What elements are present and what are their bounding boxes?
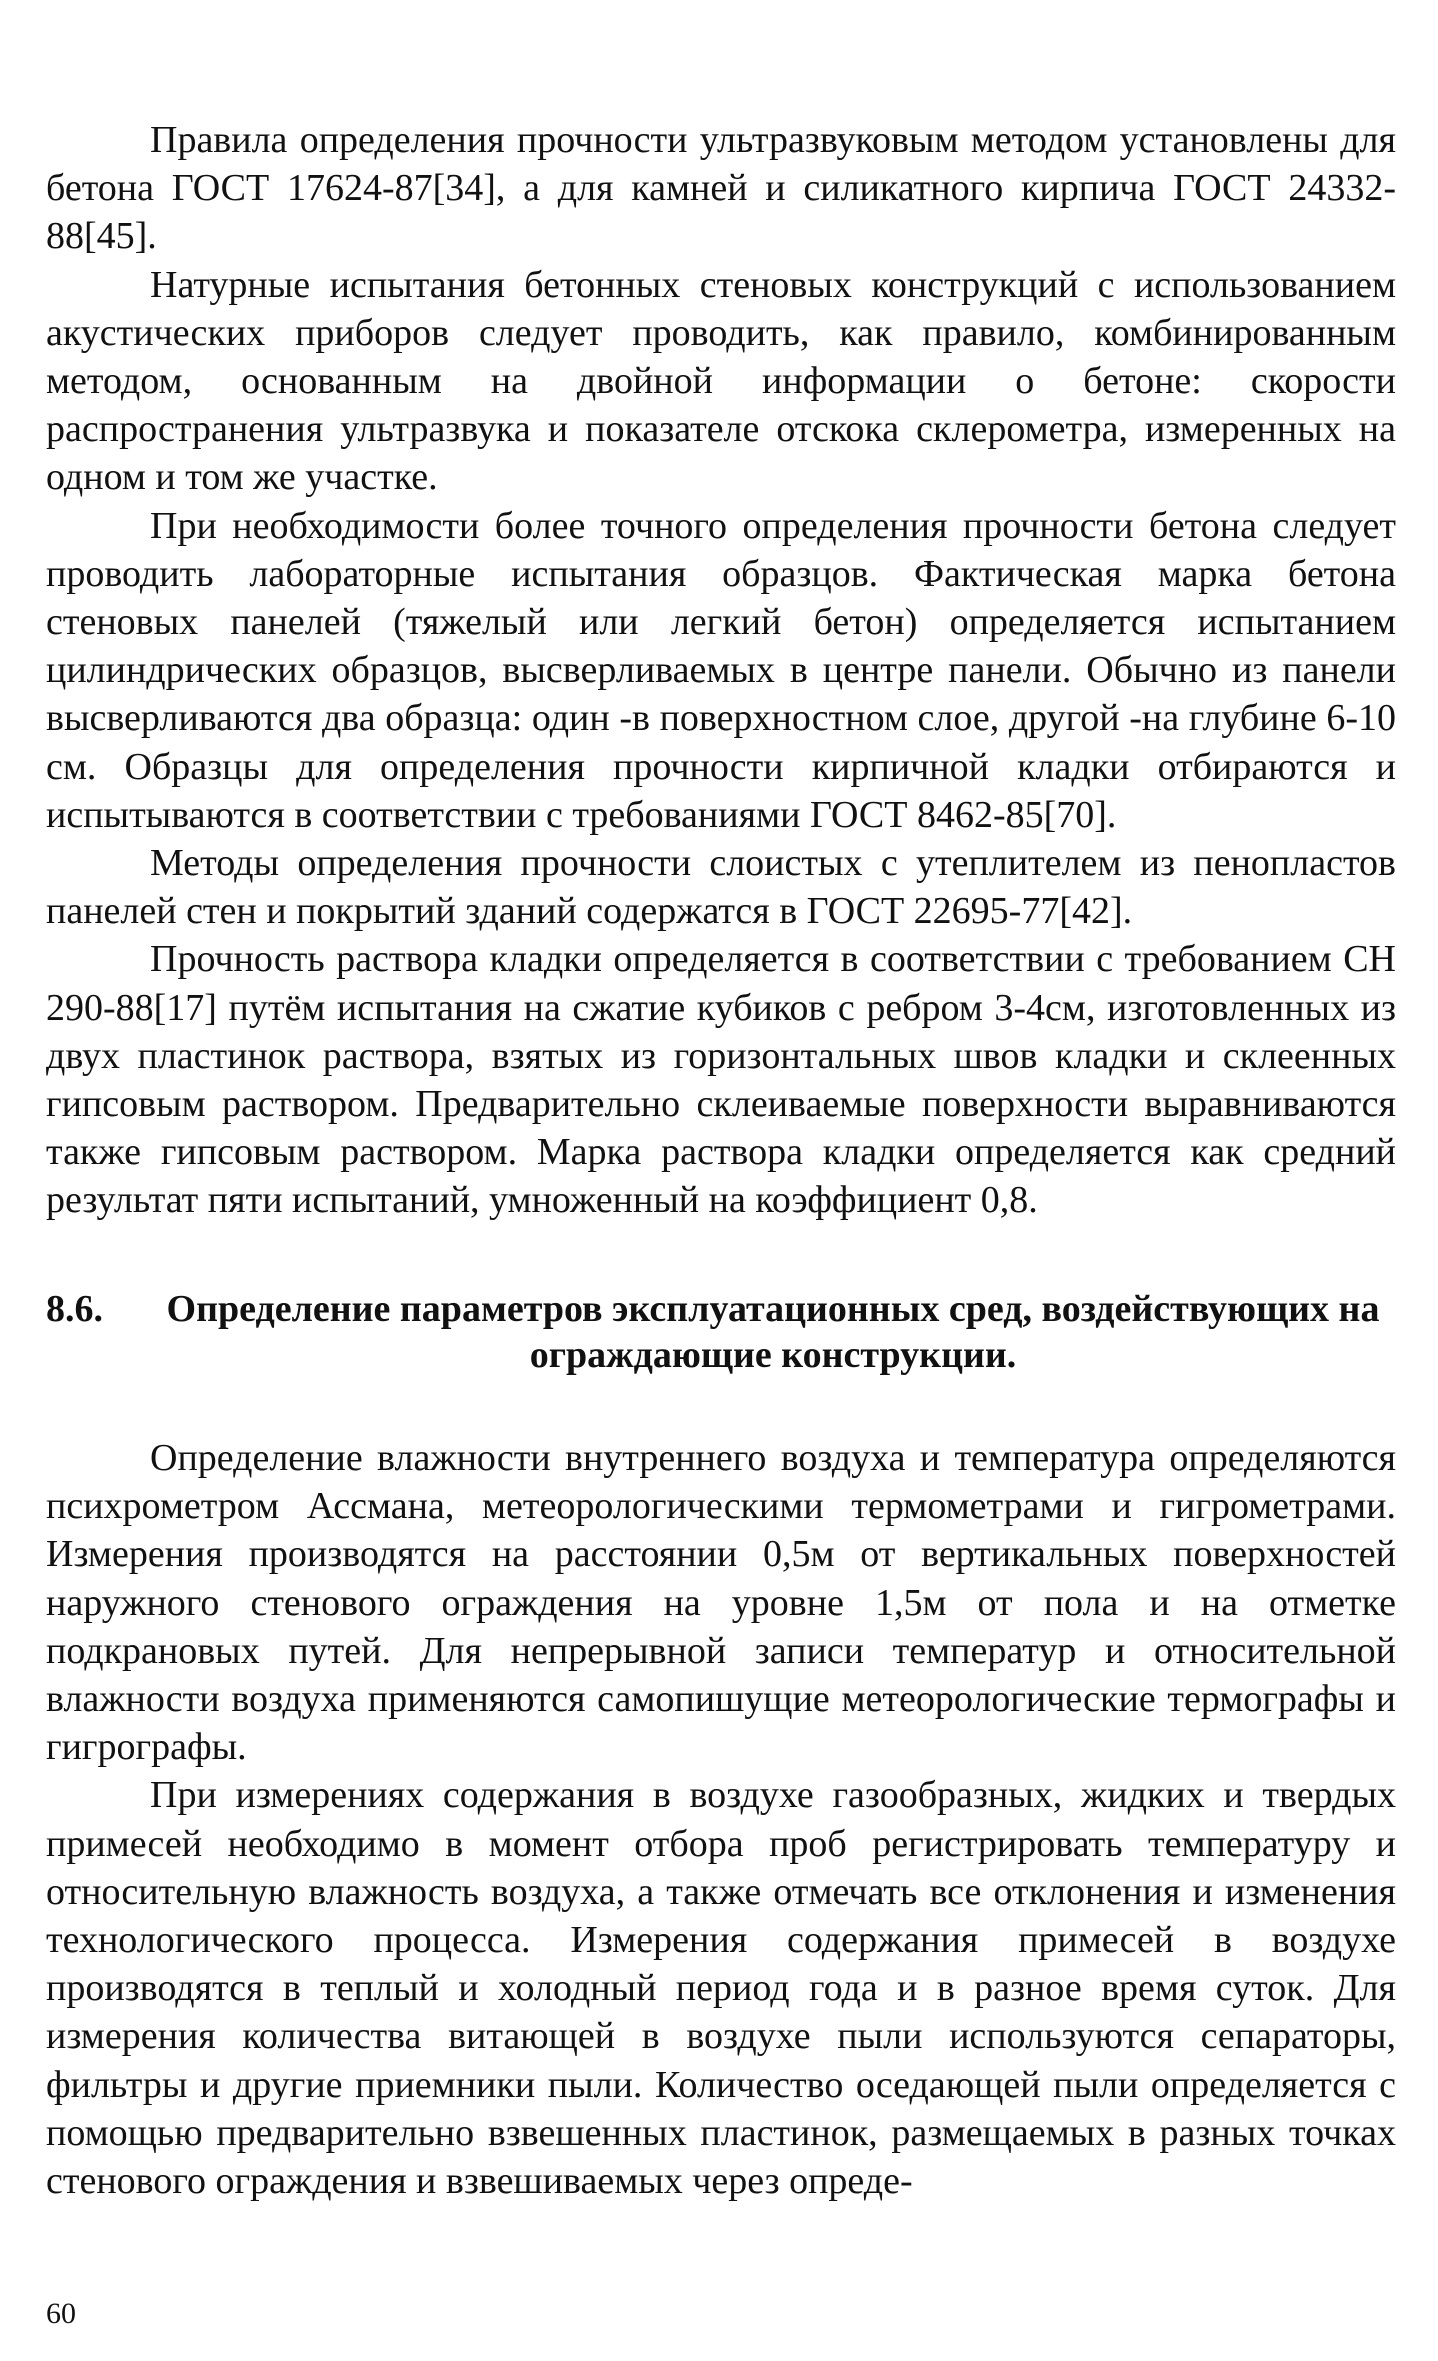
paragraph: Определение влажности внутреннего воздуха и температура определяются психрометром Ассмана, метеорологическими термометрами и гигрометрами. Измерения производятся на расстоянии 0,5м от вертикальных поверхностей наружного стенового ограждения на уровне 1,5м от пола и на отметке подкрановых путей. Для непрерывной записи температур и относительной влажности воздуха применяются самопишущие метеорологические термографы и гигрографы. xyxy=(46,1437,1396,1769)
page-number: 60 xyxy=(46,2297,76,2330)
paragraph: Правила определения прочности ультразвуковым методом установлены для бетона ГОСТ 17624-87[34], а для камней и силикатного кирпича ГОСТ 24332-88[45]. xyxy=(46,119,1396,258)
section-title: Определение параметров эксплуатационных сред, воздействующих на ограждающие конструкции. xyxy=(166,1288,1380,1376)
paragraph: Натурные испытания бетонных стеновых конструкций с использованием акустических приборов следует проводить, как правило, комбинированным методом, основанным на двойной информации о бетоне: скорости распространения ультразвука и показателе отскока склерометра, измеренных на одном и том же участке. xyxy=(46,263,1396,499)
section-number: 8.6. xyxy=(46,1288,103,1330)
body-text-top xyxy=(46,116,1396,1225)
paragraph: Методы определения прочности слоистых с утеплителем из пенопластов панелей стен и покрытий зданий содержатся в ГОСТ 22695-77[42]. xyxy=(46,842,1396,933)
body-text-bottom xyxy=(46,1434,1396,2205)
section-heading xyxy=(46,1286,1396,1378)
paragraph: При необходимости более точного определения прочности бетона следует проводить лабораторные испытания образцов. Фактическая марка бетона стеновых панелей (тяжелый или легкий бетон) определяется испытанием цилиндрических образцов, высверливаемых в центре панели. Обычно из панели высверливаются два образца: один -в поверхностном слое, другой -на глубине 6-10 см. Образцы для определения прочности кирпичной кладки отбираются и испытываются в соответствии с требованиями ГОСТ 8462-85[70]. xyxy=(46,504,1396,836)
paragraph: При измерениях содержания в воздухе газообразных, жидких и твердых примесей необходимо в момент отбора проб регистрировать температуру и относительную влажность воздуха, а также отмечать все отклонения и изменения технологического процесса. Измерения содержания примесей в воздухе производятся в теплый и холодный период года и в разное время суток. Для измерения количества витающей в воздухе пыли используются сепараторы, фильтры и другие приемники пыли. Количество оседающей пыли определяется с помощью предварительно взвешенных пластинок, размещаемых в разных точках стенового ограждения и взвешиваемых через опреде- xyxy=(46,1774,1396,2203)
paragraph: Прочность раствора кладки определяется в соответствии с требованием СН 290-88[17] путём испытания на сжатие кубиков с ребром 3-4см, изготовленных из двух пластинок раствора, взятых из горизонтальных швов кладки и склеенных гипсовым раствором. Предварительно склеиваемые поверхности выравниваются также гипсовым раствором. Марка раствора кладки определяется как средний результат пяти испытаний, умноженный на коэффициент 0,8. xyxy=(46,938,1396,1222)
